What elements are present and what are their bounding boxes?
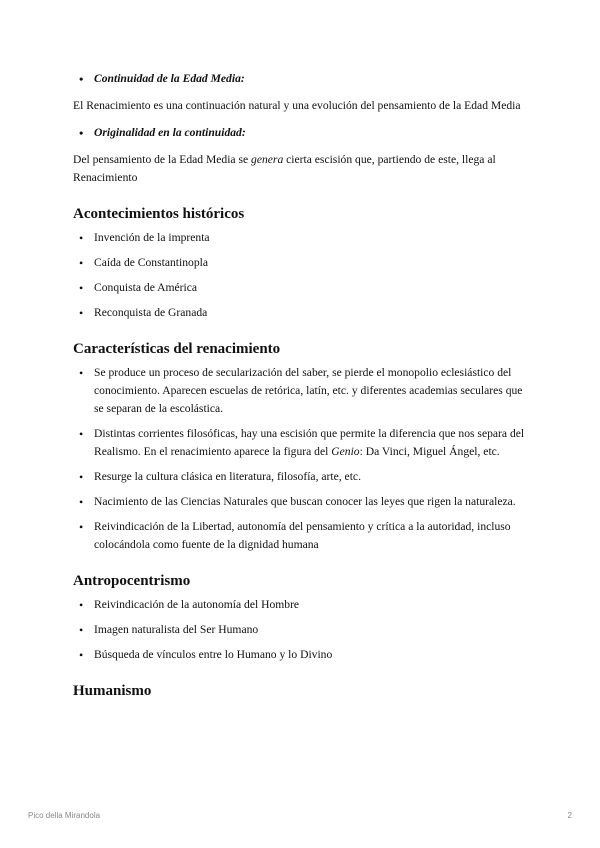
list-item: • Conquista de América <box>73 279 533 297</box>
item2-text-a: Distintas corrientes filosóficas, hay una escisión que permite la diferencia que nos separa del Realismo. En el renacimiento aparece la figura del <box>94 427 525 458</box>
list-item: • Invención de la imprenta <box>73 229 533 247</box>
list-item: • Caída de Constantinopla <box>73 254 533 272</box>
page-number: 2 <box>567 811 572 820</box>
paragraph-originalidad-a: Del pensamiento de la Edad Media se <box>73 153 252 166</box>
list-item: • Se produce un proceso de secularización del saber, se pierde el monopolio eclesiástico del conocimiento. Aparecen escuelas de retórica, latín, etc. y diferentes academias seculares que se separan de la escolástica. <box>73 364 533 418</box>
paragraph-continuidad: El Renacimiento es una continuación natural y una evolución del pensamiento de la Edad Media <box>73 99 521 112</box>
item2-text-b: : Da Vinci, Miguel Ángel, etc. <box>359 445 500 458</box>
list-item: • Reconquista de Granada <box>73 304 533 322</box>
paragraph-originalidad <box>73 151 533 187</box>
bullet-originalidad: • Originalidad en la continuidad: <box>73 124 533 142</box>
paragraph-originalidad-em: genera <box>251 153 284 166</box>
list-item: • Reivindicación de la autonomía del Hombre <box>73 596 533 614</box>
heading-humanismo: Humanismo <box>73 683 152 699</box>
list-item: • Reivindicación de la Libertad, autonomía del pensamiento y crítica a la autoridad, incluso colocándola como fuente de la dignidad humana <box>73 518 533 554</box>
paragraph-originalidad-b: cierta escisión que, partiendo de este, llega al Renacimiento <box>73 153 496 184</box>
list-item: • Búsqueda de vínculos entre lo Humano y lo Divino <box>73 646 533 664</box>
list-item: • Resurge la cultura clásica en literatura, filosofía, arte, etc. <box>73 468 533 486</box>
list-item: • Imagen naturalista del Ser Humano <box>73 621 533 639</box>
list-item <box>73 425 533 461</box>
page-content <box>73 70 533 701</box>
heading-antropocentrismo: Antropocentrismo <box>73 573 191 589</box>
heading-caracteristicas: Características del renacimiento <box>73 341 281 357</box>
heading-acontecimientos: Acontecimientos históricos <box>73 206 245 222</box>
item2-text-em: Genio <box>331 445 360 458</box>
footer-title: Pico della Mirandola <box>28 811 101 820</box>
bullet-continuidad: • Continuidad de la Edad Media: <box>73 70 533 88</box>
list-item: • Nacimiento de las Ciencias Naturales que buscan conocer las leyes que rigen la naturaleza. <box>73 493 533 511</box>
page-footer <box>28 811 572 820</box>
